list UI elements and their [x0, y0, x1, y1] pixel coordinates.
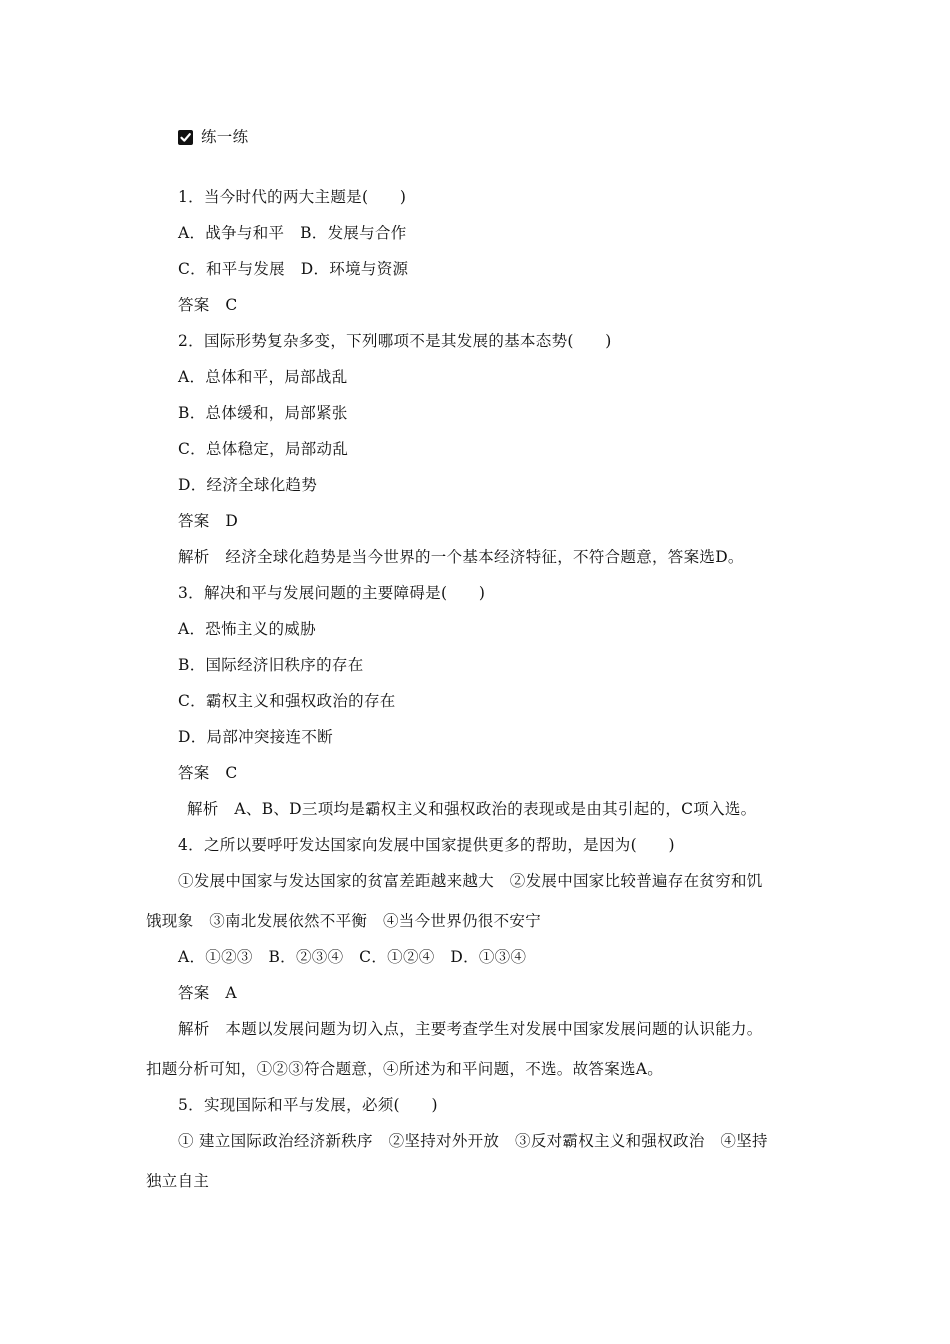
question-3-option-c: C．霸权主义和强权政治的存在 — [178, 692, 396, 710]
question-2-stem: 2．国际形势复杂多变，下列哪项不是其发展的基本态势( ) — [178, 332, 612, 350]
question-1-stem: 1．当今时代的两大主题是( ) — [178, 188, 407, 206]
question-3-option-d: D．局部冲突接连不断 — [178, 728, 333, 746]
question-4-statements-line-1: ①发展中国家与发达国家的贫富差距越来越大 ②发展中国家比较普遍存在贫穷和饥 — [178, 872, 763, 890]
question-4-answer: 答案 A — [178, 984, 237, 1002]
question-2-explanation: 解析 经济全球化趋势是当今世界的一个基本经济特征，不符合题意，答案选D。 — [178, 548, 744, 566]
question-4-statements-line-2: 饿现象 ③南北发展依然不平衡 ④当今世界仍很不安宁 — [146, 912, 542, 930]
question-2-answer: 答案 D — [178, 512, 239, 530]
question-5-statements-line-1: ① 建立国际政治经济新秩序 ②坚持对外开放 ③反对霸权主义和强权政治 ④坚持 — [178, 1132, 768, 1150]
question-1-options-ab: A．战争与和平 B．发展与合作 — [178, 224, 407, 242]
question-3-option-b: B．国际经济旧秩序的存在 — [178, 656, 364, 674]
question-1-options-cd: C．和平与发展 D．环境与资源 — [178, 260, 409, 278]
question-3-answer: 答案 C — [178, 764, 238, 782]
question-4-explanation-line-1: 解析 本题以发展问题为切入点，主要考查学生对发展中国家发展问题的认识能力。 — [178, 1020, 763, 1038]
section-header — [178, 126, 248, 148]
question-2-option-d: D．经济全球化趋势 — [178, 476, 318, 494]
question-5-stem: 5．实现国际和平与发展，必须( ) — [178, 1096, 438, 1114]
question-4-options: A．①②③ B．②③④ C．①②④ D．①③④ — [178, 948, 527, 966]
question-3-option-a: A．恐怖主义的威胁 — [178, 620, 316, 638]
question-5-statements-line-2: 独立自主 — [146, 1172, 210, 1190]
section-title: 练一练 — [201, 128, 249, 146]
question-1-answer: 答案 C — [178, 296, 238, 314]
question-2-option-a: A．总体和平，局部战乱 — [178, 368, 348, 386]
question-4-stem: 4．之所以要呼吁发达国家向发展中国家提供更多的帮助，是因为( ) — [178, 836, 675, 854]
checkbox-icon — [178, 130, 193, 145]
question-3-stem: 3．解决和平与发展问题的主要障碍是( ) — [178, 584, 486, 602]
question-2-option-c: C．总体稳定，局部动乱 — [178, 440, 349, 458]
question-4-explanation-line-2: 扣题分析可知，①②③符合题意，④所述为和平问题，不选。故答案选A。 — [146, 1060, 664, 1078]
question-3-explanation: 解析 A、B、D三项均是霸权主义和强权政治的表现或是由其引起的，C项入选。 — [187, 800, 757, 818]
question-2-option-b: B．总体缓和，局部紧张 — [178, 404, 348, 422]
